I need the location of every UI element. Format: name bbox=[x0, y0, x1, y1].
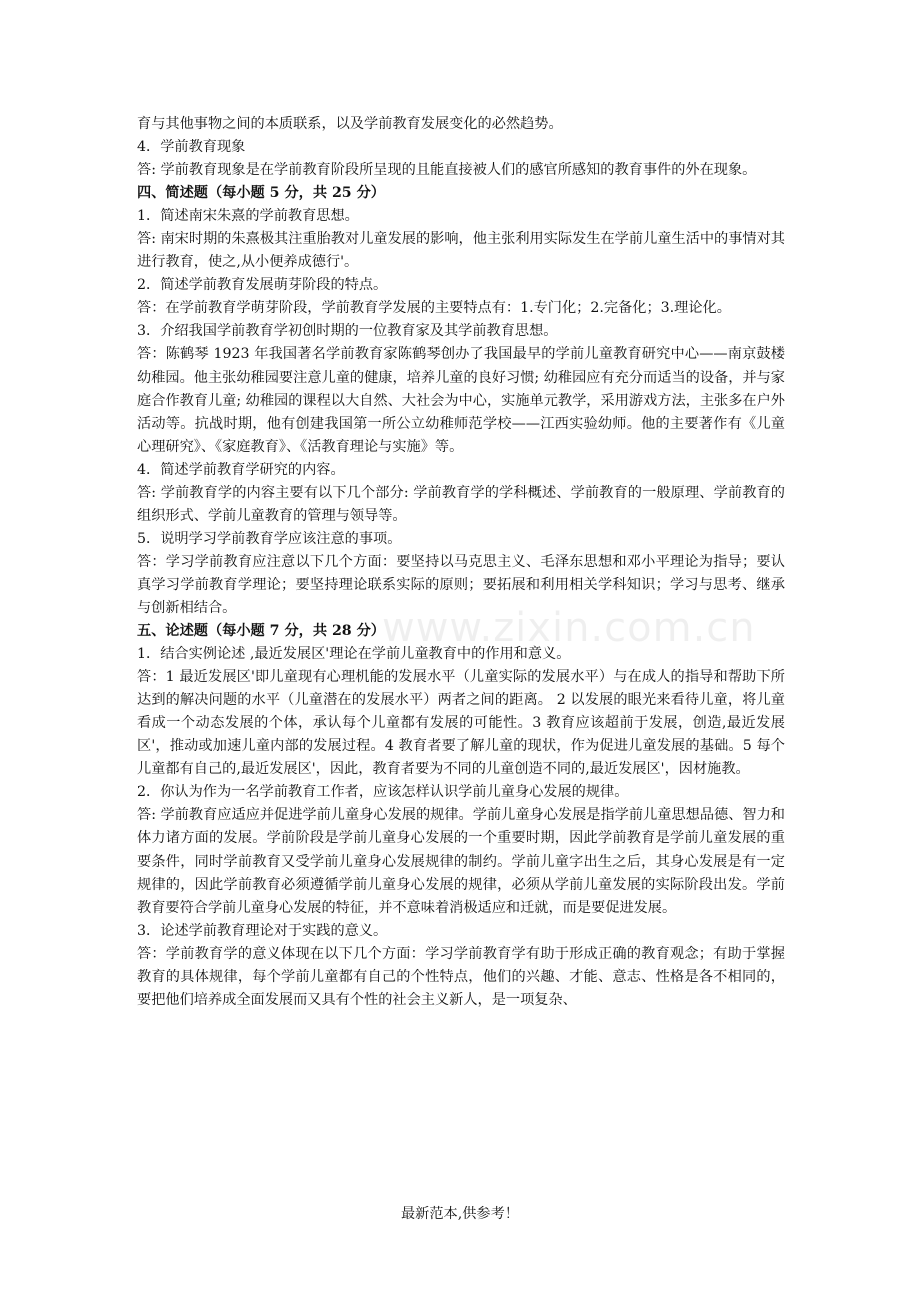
paragraph: 答：在学前教育学萌芽阶段，学前教育学发展的主要特点有：1.专门化；2.完备化；3.理论化。 bbox=[137, 300, 731, 317]
document-body bbox=[137, 113, 785, 1012]
paragraph: 3．介绍我国学前教育学初创时期的一位教育家及其学前教育思想。 bbox=[137, 323, 558, 340]
paragraph: 2．简述学前教育发展萌芽阶段的特点。 bbox=[137, 277, 388, 294]
page-footer: 最新范本,供参考！ bbox=[400, 1206, 519, 1222]
paragraph: 答：学习学前教育应注意以下几个方面：要坚持以马克思主义、毛泽东思想和邓小平理论为指导；要认真学习学前教育学理论；要坚持理论联系实际的原则；要拓展和利用相关学科知识；学习与思考、继承与创新相结合。 bbox=[137, 553, 785, 616]
paragraph: 育与其他事物之间的本质联系，以及学前教育发展变化的必然趋势。 bbox=[137, 116, 563, 132]
paragraph: 3．论述学前教育理论对于实践的意义。 bbox=[137, 922, 388, 939]
paragraph: 5．说明学习学前教育学应该注意的事项。 bbox=[137, 530, 402, 547]
paragraph: 1．简述南宋朱熹的学前教育思想。 bbox=[137, 208, 359, 225]
watermark-text: www.zixin.com.cn bbox=[382, 605, 756, 651]
paragraph: 4．学前教育现象 bbox=[137, 139, 246, 156]
paragraph: 4．简述学前教育学研究的内容。 bbox=[137, 461, 345, 478]
paragraph: 答: 学前教育现象是在学前教育阶段所呈现的且能直接被人们的感官所感知的教育事件的外在现象。 bbox=[137, 162, 757, 179]
section-heading: 四、简述题（每小题 5 分，共 25 分） bbox=[137, 185, 385, 202]
section-heading: 五、论述题（每小题 7 分，共 28 分） bbox=[137, 623, 385, 640]
paragraph: 答：陈鹤琴 1923 年我国著名学前教育家陈鹤琴创办了我国最早的学前儿童教育研究中心——南京鼓楼幼稚园。他主张幼稚园要注意儿童的健康，培养儿童的良好习惯; 幼稚园应有充分而适当的设备，并与家庭合作教育儿童; 幼稚园的课程以大自然、大社会为中心，实施单元教学，采用游戏方法，主张多在户外活动等。抗战时期，他有创建我国第一所公立幼稚师范学校——江西实验幼师。他的主要著作有《儿童心理研究》、《家庭教育》、《活教育理论与实施》等。 bbox=[137, 346, 785, 455]
paragraph: 答：学前教育学的意义体现在以下几个方面：学习学前教育学有助于形成正确的教育观念；有助于掌握教育的具体规律，每个学前儿童都有自己的个性特点，他们的兴趣、才能、意志、性格是各不相同的，要把他们培养成全面发展而又具有个性的社会主义新人，是一项复杂、 bbox=[137, 945, 785, 1008]
paragraph: 1．结合实例论述 ,最近发展区'理论在学前儿童教育中的作用和意义。 bbox=[137, 646, 571, 663]
paragraph: 答: 学前教育应适应并促进学前儿童身心发展的规律。学前儿童身心发展是指学前儿童思想品德、智力和体力诸方面的发展。学前阶段是学前儿童身心发展的一个重要时期，因此学前教育是学前儿童发展的重要条件，同时学前教育又受学前儿童身心发展规律的制约。学前儿童字出生之后，其身心发展是有一定规律的，因此学前教育必须遵循学前儿童身心发展的规律，必须从学前儿童发展的实际阶段出发。学前教育要符合学前儿童身心发展的特征，并不意味着消极适应和迁就，而是要促进发展。 bbox=[137, 807, 785, 916]
paragraph: 答: 南宋时期的朱熹极其注重胎教对儿童发展的影响，他主张利用实际发生在学前儿童生活中的事情对其进行教育，使之,从小便养成德行'。 bbox=[137, 231, 785, 271]
paragraph: 答: 学前教育学的内容主要有以下几个部分: 学前教育学的学科概述、学前教育的一般原理、学前教育的组织形式、学前儿童教育的管理与领导等。 bbox=[137, 484, 785, 524]
paragraph: 2．你认为作为一名学前教育工作者，应该怎样认识学前儿童身心发展的规律。 bbox=[137, 784, 629, 801]
paragraph: 答：1 最近发展区'即儿童现有心理机能的发展水平（儿童实际的发展水平）与在成人的指导和帮助下所达到的解决问题的水平（儿童潜在的发展水平）两者之间的距离。 2 以发展的眼光来看待儿童，将儿童看成一个动态发展的个体，承认每个儿童都有发展的可能性。3 教育应该超前于发展，创造,最近发展区'，推动或加速儿童内部的发展过程。4 教育者要了解儿童的现状，作为促进儿童发展的基础。5 每个儿童都有自己的,最近发展区'，因此，教育者要为不同的儿童创造不同的,最近发展区'，因材施教。 bbox=[137, 669, 785, 778]
